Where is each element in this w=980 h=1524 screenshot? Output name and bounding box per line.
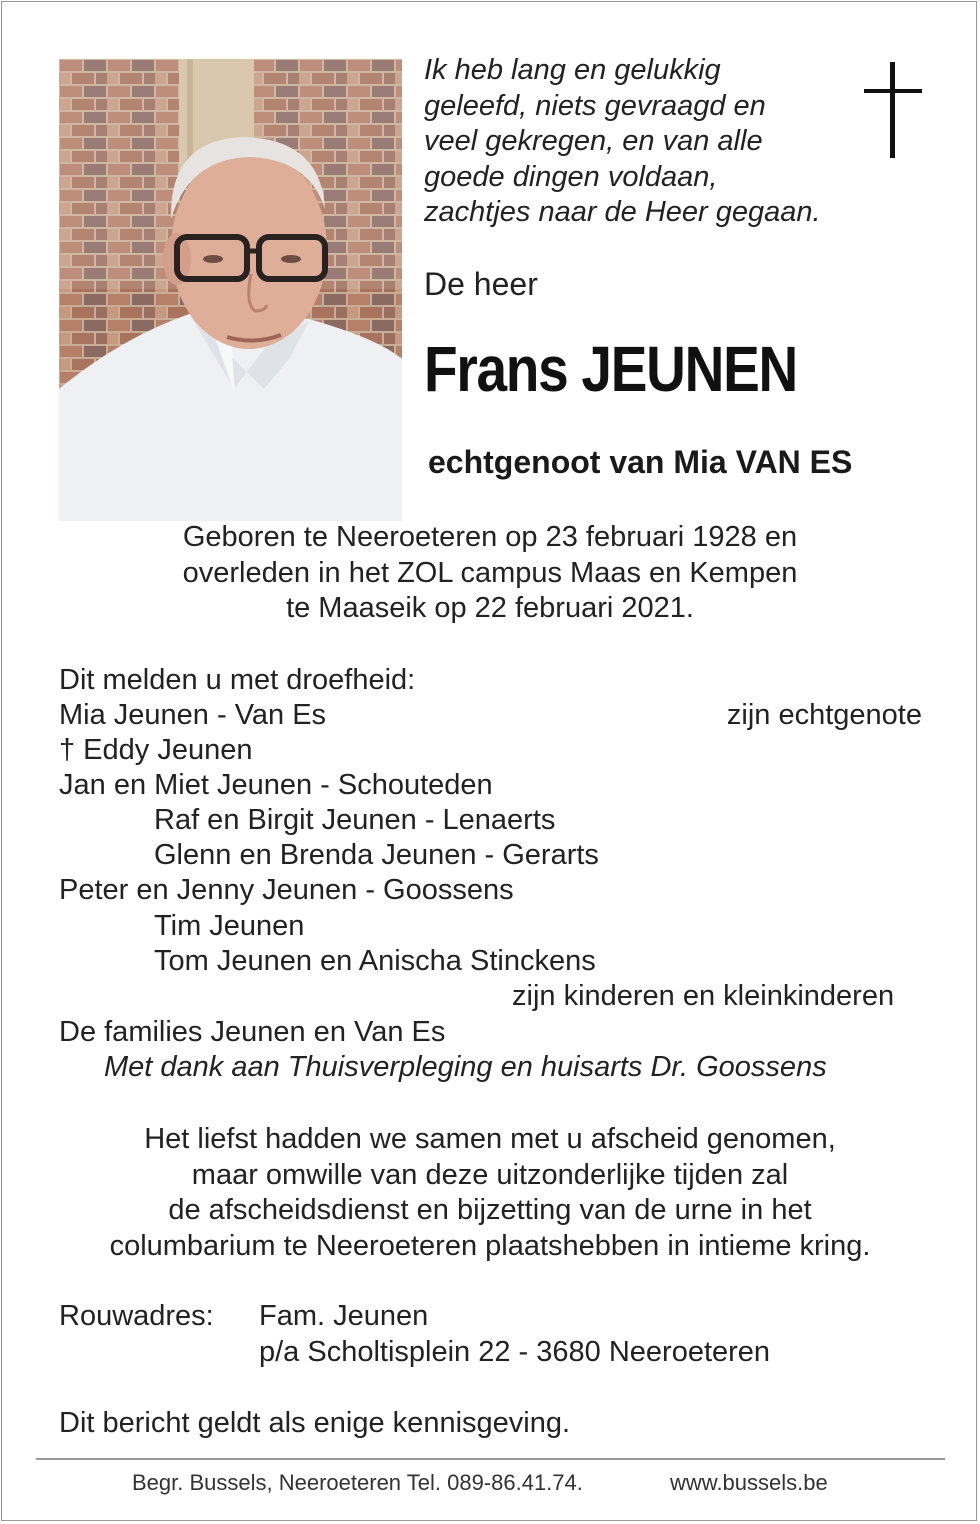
farewell-line: columbarium te Neeroeteren plaatshebben in intieme kring.: [109, 1229, 871, 1262]
mourner-child: † Eddy Jeunen: [59, 734, 253, 766]
address-label: Rouwadres:: [59, 1300, 214, 1332]
poem-line: veel gekregen, en van alle: [424, 125, 763, 157]
portrait-photo: [59, 59, 402, 521]
footer-divider: [36, 1458, 945, 1460]
notice-line: Dit bericht geldt als enige kennisgeving.: [59, 1407, 571, 1439]
birth-death-block: [0, 520, 980, 627]
farewell-line: de afscheidsdienst en bijzetting van de urne in het: [168, 1194, 812, 1226]
spouse-role: zijn echtgenote: [726, 699, 922, 731]
poem-line: goede dingen voldaan,: [424, 160, 718, 193]
families-line: De families Jeunen en Van Es: [59, 1016, 446, 1048]
farewell-line: Het liefst hadden we samen met u afscheid genomen,: [144, 1123, 836, 1155]
farewell-block: [0, 1122, 980, 1264]
mourner-child: Peter en Jenny Jeunen - Goossens: [59, 874, 514, 906]
mourner-grandchild: Tom Jeunen en Anischa Stinckens: [154, 945, 596, 977]
birth-death-line: te Maaseik op 22 februari 2021.: [286, 592, 694, 624]
poem-line: geleefd, niets gevraagd en: [424, 89, 766, 122]
title-prefix: De heer: [424, 266, 538, 302]
footer-website[interactable]: www.bussels.be: [670, 1470, 828, 1495]
spouse-line: echtgenoot van Mia VAN ES: [428, 444, 853, 480]
mourner-grandchild: Tim Jeunen: [154, 910, 305, 942]
mourner-child: Jan en Miet Jeunen - Schouteden: [59, 769, 493, 801]
children-role: zijn kinderen en kleinkinderen: [512, 980, 895, 1012]
thanks-line: Met dank aan Thuisverpleging en huisarts Dr. Goossens: [104, 1051, 827, 1083]
mourner-grandchild: Glenn en Brenda Jeunen - Gerarts: [154, 839, 599, 871]
birth-death-line: Geboren te Neeroeteren op 23 februari 1928 en: [182, 521, 798, 553]
mourner-spouse: Mia Jeunen - Van Es: [59, 699, 327, 731]
poem: [424, 53, 864, 231]
deceased-name: Frans JEUNEN: [424, 333, 797, 405]
mourner-grandchild: Raf en Birgit Jeunen - Lenaerts: [154, 804, 556, 836]
address-line: Fam. Jeunen: [259, 1300, 429, 1332]
poem-line: Ik heb lang en gelukkig: [424, 54, 721, 86]
mourners-intro: Dit melden u met droefheid:: [59, 664, 416, 696]
poem-line: zachtjes naar de Heer gegaan.: [424, 196, 821, 228]
address-line: p/a Scholtisplein 22 - 3680 Neeroeteren: [259, 1336, 771, 1368]
farewell-line: maar omwille van deze uitzonderlijke tijden zal: [191, 1158, 789, 1191]
footer-undertaker: Begr. Bussels, Neeroeteren Tel. 089-86.41.74.: [132, 1470, 583, 1495]
birth-death-line: overleden in het ZOL campus Maas en Kempen: [182, 556, 798, 589]
cross-icon: [864, 62, 922, 160]
